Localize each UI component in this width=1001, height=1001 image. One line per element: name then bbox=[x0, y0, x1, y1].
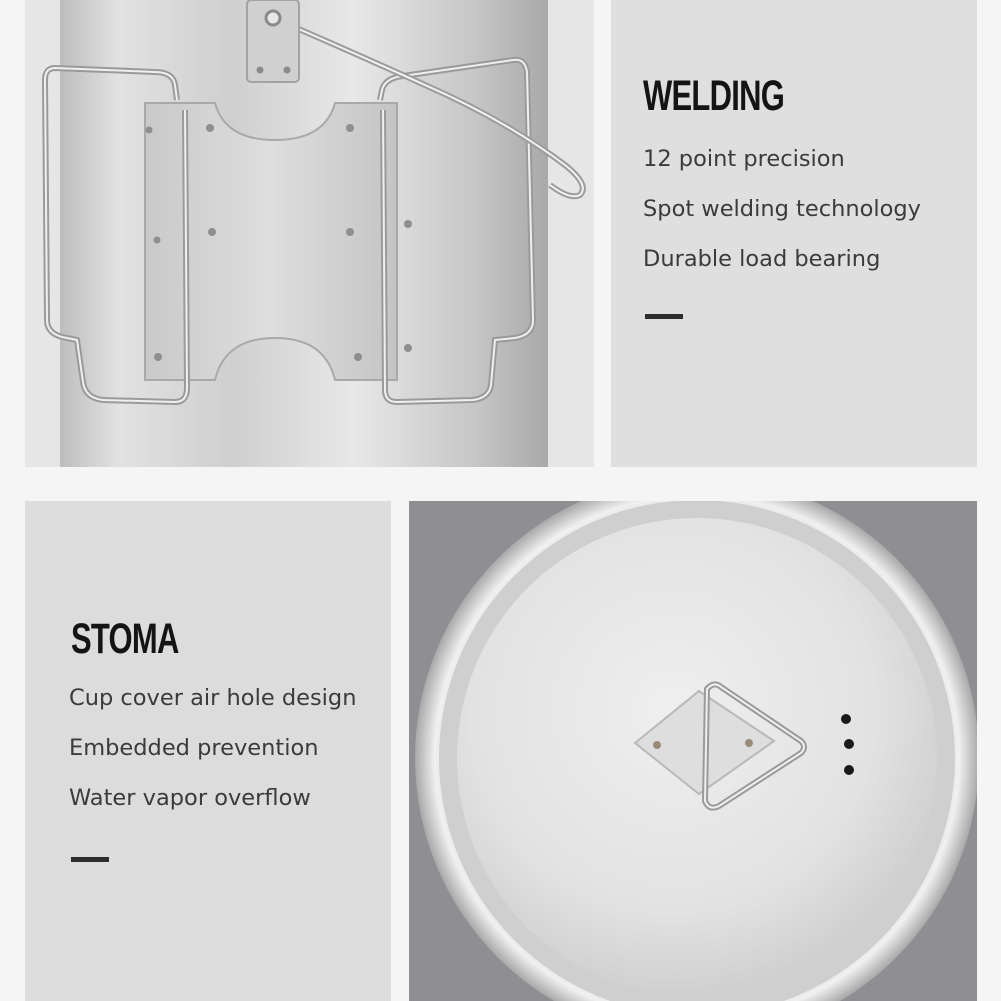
welding-panel bbox=[611, 0, 977, 467]
welding-line-1: 12 point precision bbox=[643, 146, 845, 172]
pot-handle-photo bbox=[25, 0, 594, 467]
welding-dash bbox=[645, 314, 683, 319]
stoma-dash bbox=[71, 857, 109, 862]
lid-illustration bbox=[409, 501, 977, 1001]
lid-photo bbox=[409, 501, 977, 1001]
stoma-line-1: Cup cover air hole design bbox=[69, 685, 357, 711]
stoma-heading: STOMA bbox=[71, 615, 179, 663]
pot-illustration bbox=[25, 0, 594, 467]
welding-line-2: Spot welding technology bbox=[643, 196, 921, 222]
welding-heading: WELDING bbox=[643, 72, 785, 120]
stoma-line-2: Embedded prevention bbox=[69, 735, 319, 761]
stoma-line-3: Water vapor overflow bbox=[69, 785, 311, 811]
stoma-panel bbox=[25, 501, 391, 1001]
welding-line-3: Durable load bearing bbox=[643, 246, 881, 272]
